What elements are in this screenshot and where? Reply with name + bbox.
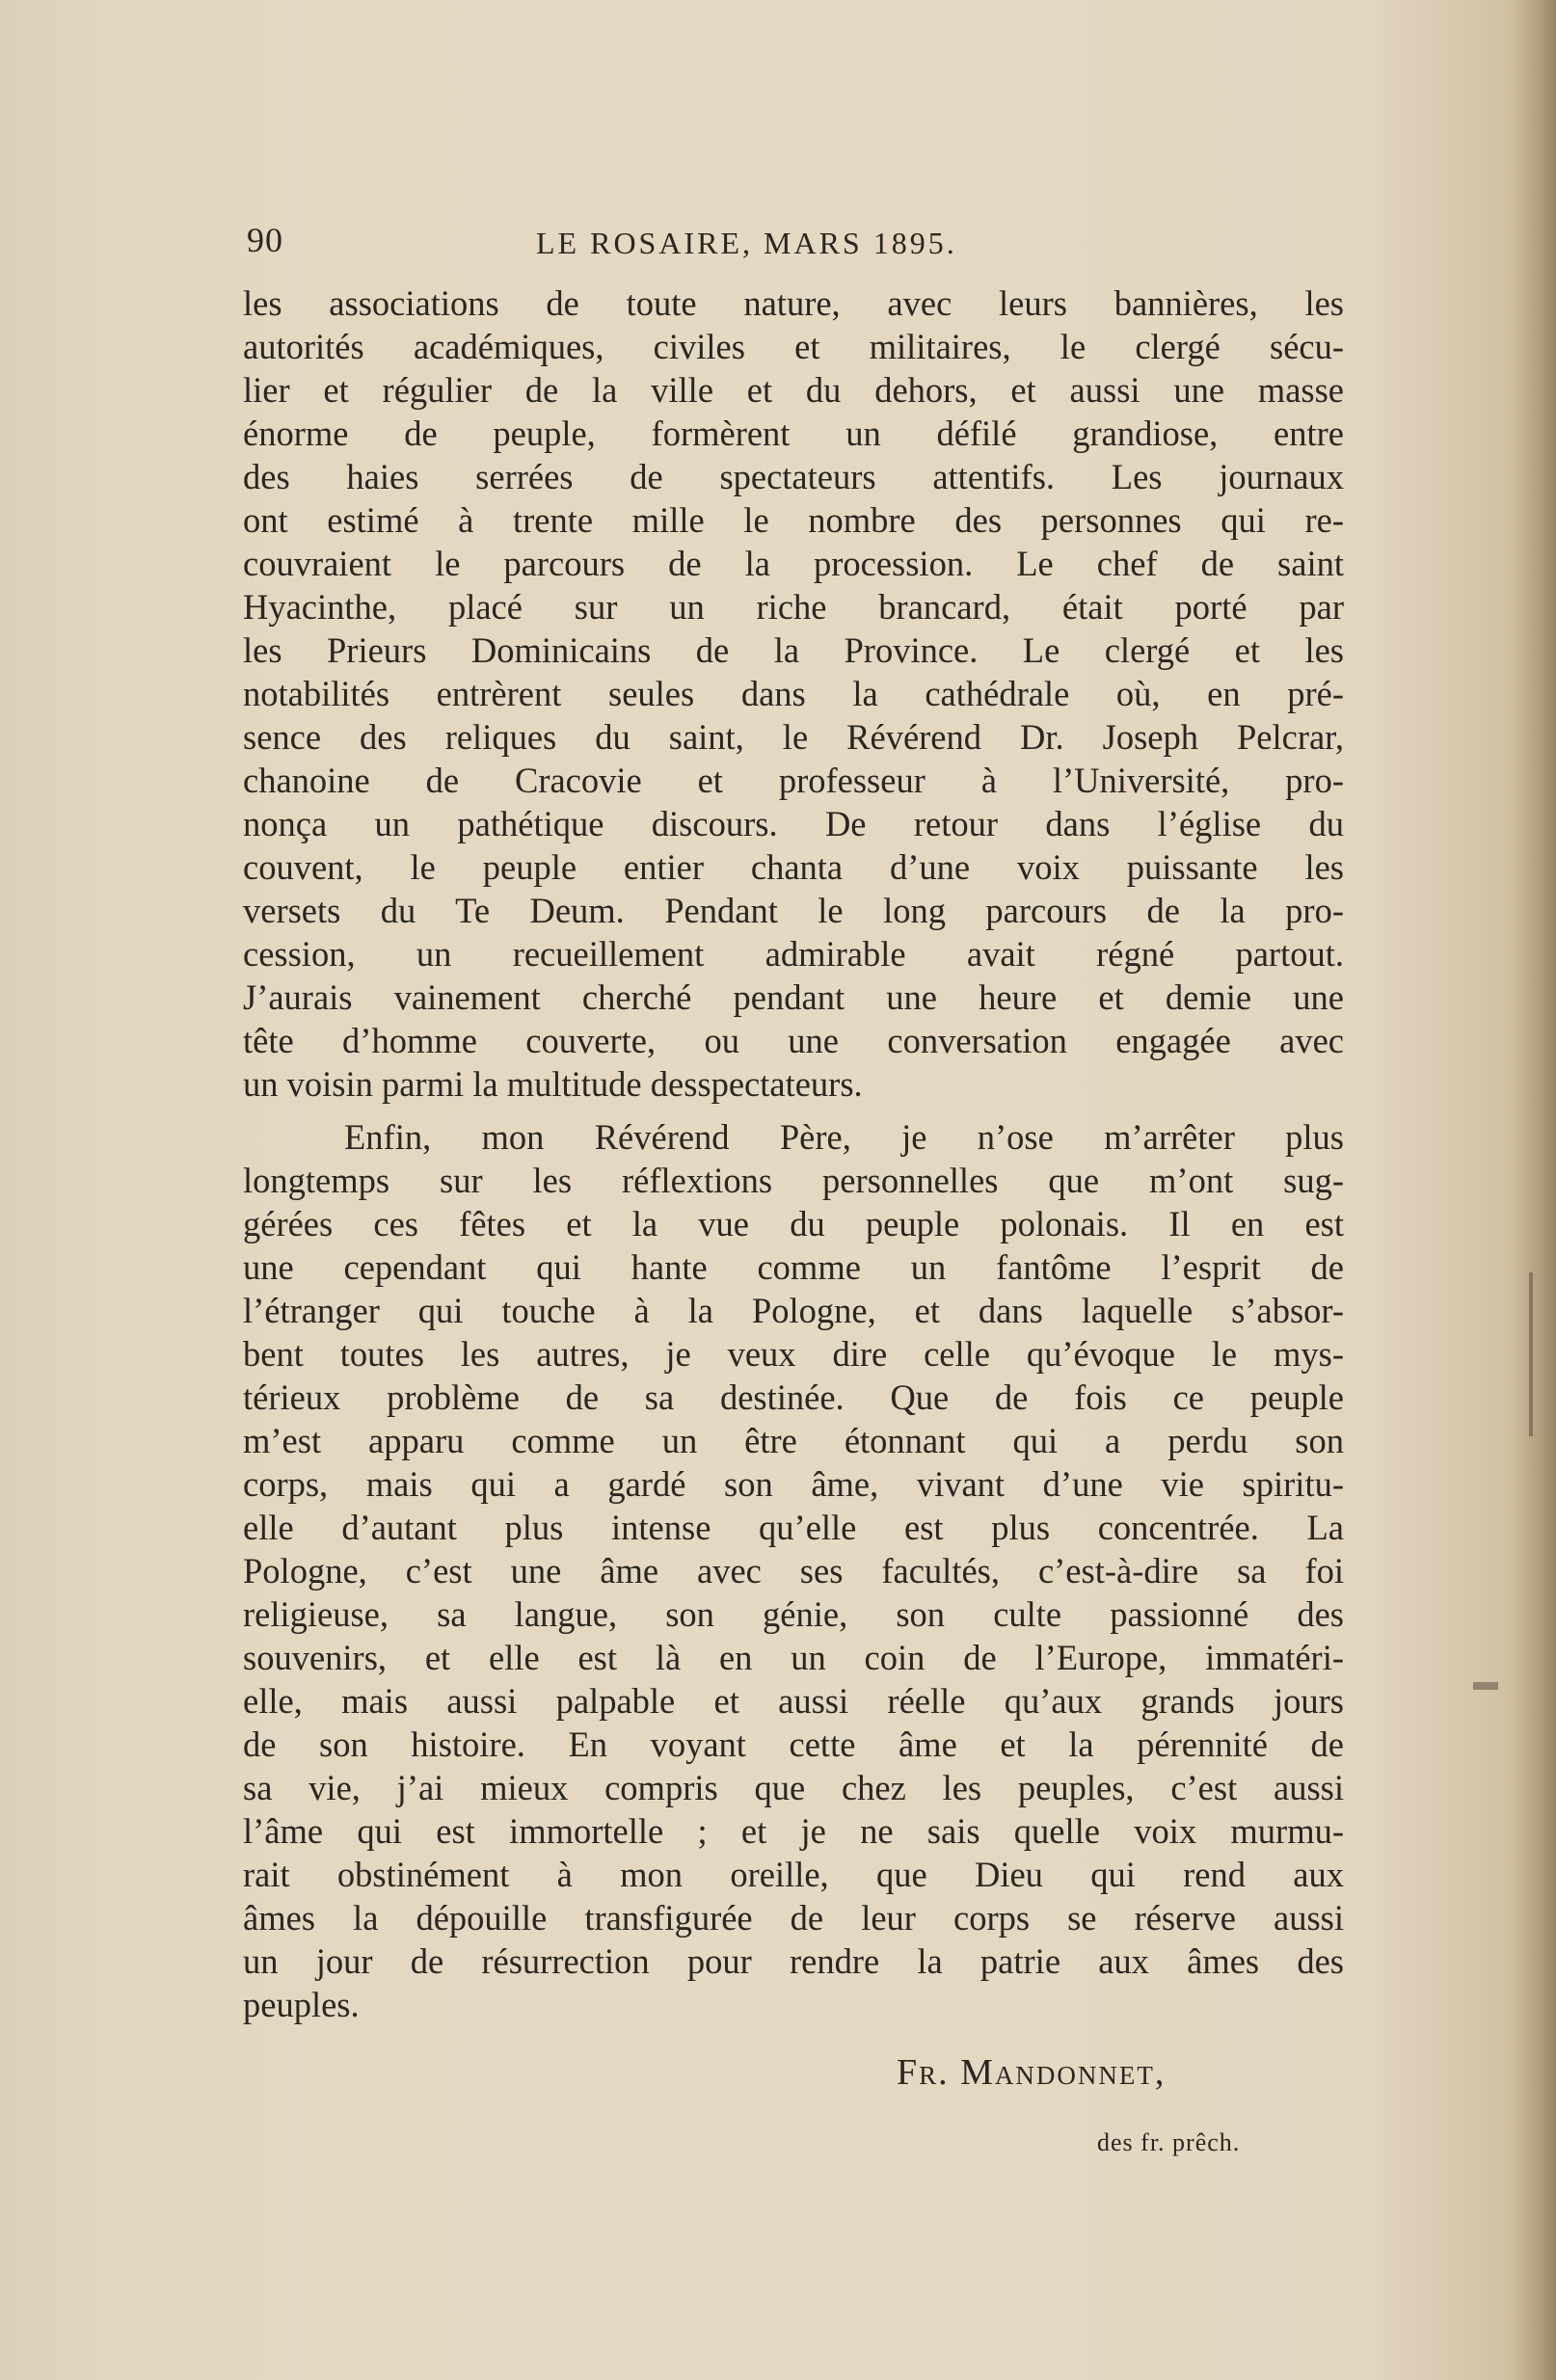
text-line: sence des reliques du saint, le Révérend Dr. Joseph Pelcrar, (243, 717, 1344, 757)
text-line: les Prieurs Dominicains de la Province. Le clergé et les (243, 630, 1344, 670)
text-line: m’est apparu comme un être étonnant qui a perdu son (243, 1421, 1344, 1460)
text-line: ont estimé à trente mille le nombre des personnes qui re- (243, 500, 1344, 540)
edge-mark-upper (1529, 1272, 1533, 1436)
text-line: tête d’homme couverte, ou une conversation engagée avec (243, 1021, 1344, 1060)
text-line: peuples. (243, 1985, 360, 2024)
text-line: versets du Te Deum. Pendant le long parcours de la pro- (243, 891, 1344, 930)
text-line: les associations de toute nature, avec leurs bannières, les (243, 283, 1344, 323)
author-title: des fr. prêch. (1097, 2128, 1241, 2156)
text-line: Enfin, mon Révérend Père, je n’ose m’arrêter plus (344, 1117, 1344, 1157)
text-line: sa vie, j’ai mieux compris que chez les peuples, c’est aussi (243, 1768, 1344, 1807)
article-body (243, 281, 1344, 2026)
text-line: de son histoire. En voyant cette âme et la pérennité de (243, 1725, 1344, 1764)
text-line: autorités académiques, civiles et militaires, le clergé sécu- (243, 327, 1344, 366)
text-line: Hyacinthe, placé sur un riche brancard, était porté par (243, 587, 1344, 627)
page-edge-shadow (1510, 0, 1556, 2380)
text-line: bent toutes les autres, je veux dire celle qu’évoque le mys- (243, 1334, 1344, 1374)
text-line: elle d’autant plus intense qu’elle est plus concentrée. La (243, 1508, 1344, 1547)
text-line: une cependant qui hante comme un fantôme l’esprit de (243, 1247, 1344, 1287)
text-line: couvent, le peuple entier chanta d’une voix puissante les (243, 847, 1344, 887)
text-line: gérées ces fêtes et la vue du peuple polonais. Il en est (243, 1204, 1344, 1243)
running-head-title: LE ROSAIRE, MARS 1895. (536, 226, 957, 260)
text-line: un voisin parmi la multitude desspectateurs. (243, 1064, 863, 1104)
text-line: rait obstinément à mon oreille, que Dieu qui rend aux (243, 1855, 1344, 1894)
text-line: notabilités entrèrent seules dans la cathédrale où, en pré- (243, 674, 1344, 713)
text-line: longtemps sur les réflextions personnelles que m’ont sug- (243, 1161, 1344, 1200)
running-header (247, 220, 1336, 278)
text-line: lier et régulier de la ville et du dehors, et aussi une masse (243, 370, 1344, 410)
text-line: âmes la dépouille transfigurée de leur corps se réserve aussi (243, 1898, 1344, 1938)
text-line: l’étranger qui touche à la Pologne, et dans laquelle s’absor- (243, 1291, 1344, 1330)
text-line: cession, un recueillement admirable avait régné partout. (243, 934, 1344, 974)
text-line: corps, mais qui a gardé son âme, vivant d’une vie spiritu- (243, 1464, 1344, 1504)
text-line: nonça un pathétique discours. De retour dans l’église du (243, 804, 1344, 843)
text-line: religieuse, sa langue, son génie, son culte passionné des (243, 1594, 1344, 1634)
text-line: Pologne, c’est une âme avec ses facultés, c’est-à-dire sa foi (243, 1551, 1344, 1591)
text-line: l’âme qui est immortelle ; et je ne sais quelle voix murmu- (243, 1811, 1344, 1851)
text-line: térieux problème de sa destinée. Que de fois ce peuple (243, 1377, 1344, 1417)
author-signature: Fr. Mandonnet, (897, 2052, 1167, 2093)
text-line: souvenirs, et elle est là en un coin de l’Europe, immatéri- (243, 1638, 1344, 1677)
text-line: elle, mais aussi palpable et aussi réelle qu’aux grands jours (243, 1681, 1344, 1721)
text-line: chanoine de Cracovie et professeur à l’Université, pro- (243, 761, 1344, 800)
text-line: un jour de résurrection pour rendre la patrie aux âmes des (243, 1941, 1344, 1981)
text-line: des haies serrées de spectateurs attentifs. Les journaux (243, 457, 1344, 496)
text-line: énorme de peuple, formèrent un défilé grandiose, entre (243, 414, 1344, 453)
text-line: J’aurais vainement cherché pendant une heure et demie une (243, 977, 1344, 1017)
edge-mark-middle (1473, 1682, 1498, 1690)
paragraph-gap (243, 1106, 1344, 1115)
page-number: 90 (247, 221, 283, 259)
text-line: couvraient le parcours de la procession. Le chef de saint (243, 544, 1344, 583)
